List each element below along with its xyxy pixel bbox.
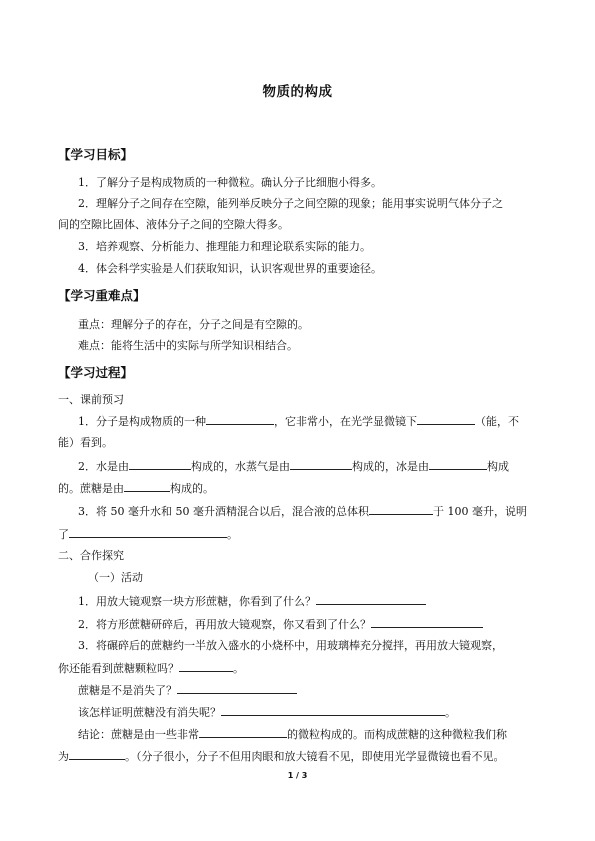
objective-item: 1．了解分子是构成物质的一种微粒。确认分子比细胞小得多。: [78, 176, 382, 189]
fill-blank[interactable]: [179, 661, 233, 672]
question-text: 构成的，水蒸气是由: [191, 460, 290, 473]
fill-blank[interactable]: [69, 527, 227, 538]
objective-item: 4．体会科学实验是人们获取知识，认识客观世界的重要途径。: [78, 262, 382, 275]
objective-item: 2．理解分子之间存在空隙，能列举反映分子之间空隙的现象；能用事实说明气体分子之: [78, 197, 503, 210]
question-text: 2．将方形蔗糖研碎后，再用放大镜观察，你又看到了什么？: [78, 618, 371, 631]
fill-blank[interactable]: [371, 617, 483, 628]
fill-blank[interactable]: [129, 459, 191, 470]
question-text: 结论：蔗糖是由一些非常: [78, 728, 199, 741]
process-heading: 【学习过程】: [58, 365, 134, 380]
question-text: 2．水是由: [78, 460, 129, 473]
activity-question-2: [78, 617, 483, 632]
question-text: 1．分子是构成物质的一种: [78, 415, 206, 428]
disappear-question: [78, 683, 297, 698]
question-text: 该怎样证明蔗糖没有消失呢？: [78, 706, 221, 719]
question-1: [78, 414, 519, 429]
question-2: [78, 459, 509, 474]
question-text: 3．将 50 毫升水和 50 毫升酒精混合以后，混合液的总体积: [78, 505, 369, 518]
part1-title: 一、课前预习: [58, 393, 124, 406]
key-point: 重点：理解分子的存在，分子之间是有空隙的。: [78, 318, 309, 331]
difficult-point: 难点：能将生活中的实际与所学知识相结合。: [78, 339, 298, 352]
question-text: 。: [233, 662, 244, 675]
fill-blank[interactable]: [290, 459, 352, 470]
activity-title: （一）活动: [88, 571, 143, 584]
question-text: （能，不: [475, 415, 519, 428]
page-number: 1 / 3: [287, 771, 308, 780]
question-text: 。: [445, 706, 456, 719]
question-text: 你还能看到蔗糖颗粒吗？: [58, 662, 179, 675]
question-text: 构成的，冰是由: [352, 460, 429, 473]
question-text: ，它非常小，在光学显微镜下: [274, 415, 417, 428]
activity-question-1: [78, 594, 426, 609]
question-text: 1．用放大镜观察一块方形蔗糖，你看到了什么？: [78, 595, 316, 608]
activity-question-3: 3．将碾碎后的蔗糖约一半放入盛水的小烧杯中，用玻璃棒充分搅拌，再用放大镜观察，: [78, 639, 503, 652]
fill-blank[interactable]: [177, 683, 297, 694]
question-text: 的微粒构成的。而构成蔗糖的这种微粒我们称: [287, 728, 507, 741]
question-3: [78, 504, 527, 519]
fill-blank[interactable]: [369, 504, 433, 515]
fill-blank[interactable]: [316, 594, 426, 605]
fill-blank[interactable]: [199, 727, 287, 738]
fill-blank[interactable]: [69, 749, 125, 760]
question-text: 的。蔗糖是由: [58, 482, 124, 495]
activity-question-3-continued: [58, 661, 244, 676]
question-text: 构成的。: [170, 482, 214, 495]
question-text: 蔗糖是不是消失了？: [78, 684, 177, 697]
question-text: 于 100 毫升，说明: [432, 505, 527, 518]
question-text: 为: [58, 750, 69, 763]
question-text: 能）看到。: [58, 436, 113, 449]
prove-question: [78, 705, 456, 720]
fill-blank[interactable]: [221, 705, 445, 716]
question-text: 构成: [487, 460, 509, 473]
conclusion: [78, 727, 507, 742]
question-text: 。: [227, 528, 238, 541]
fill-blank[interactable]: [429, 459, 487, 470]
fill-blank[interactable]: [124, 481, 170, 492]
objectives-heading: 【学习目标】: [58, 147, 134, 162]
document-title: 物质的构成: [262, 84, 333, 100]
question-2-continued: [58, 481, 214, 496]
objective-item: 3．培养观察、分析能力、推理能力和理论联系实际的能力。: [78, 240, 371, 253]
conclusion-continued: [58, 749, 505, 764]
objective-item-continued: 间的空隙比固体、液体分子之间的空隙大得多。: [58, 218, 289, 231]
question-3-continued: [58, 527, 238, 542]
question-text: 。（分子很小，分子不但用肉眼和放大镜看不见，即使用光学显微镜也看不见。: [125, 750, 505, 763]
question-text: 了: [58, 528, 69, 541]
part2-title: 二、合作探究: [58, 549, 124, 562]
key-points-heading: 【学习重难点】: [58, 288, 146, 303]
fill-blank[interactable]: [206, 414, 274, 425]
fill-blank[interactable]: [417, 414, 475, 425]
